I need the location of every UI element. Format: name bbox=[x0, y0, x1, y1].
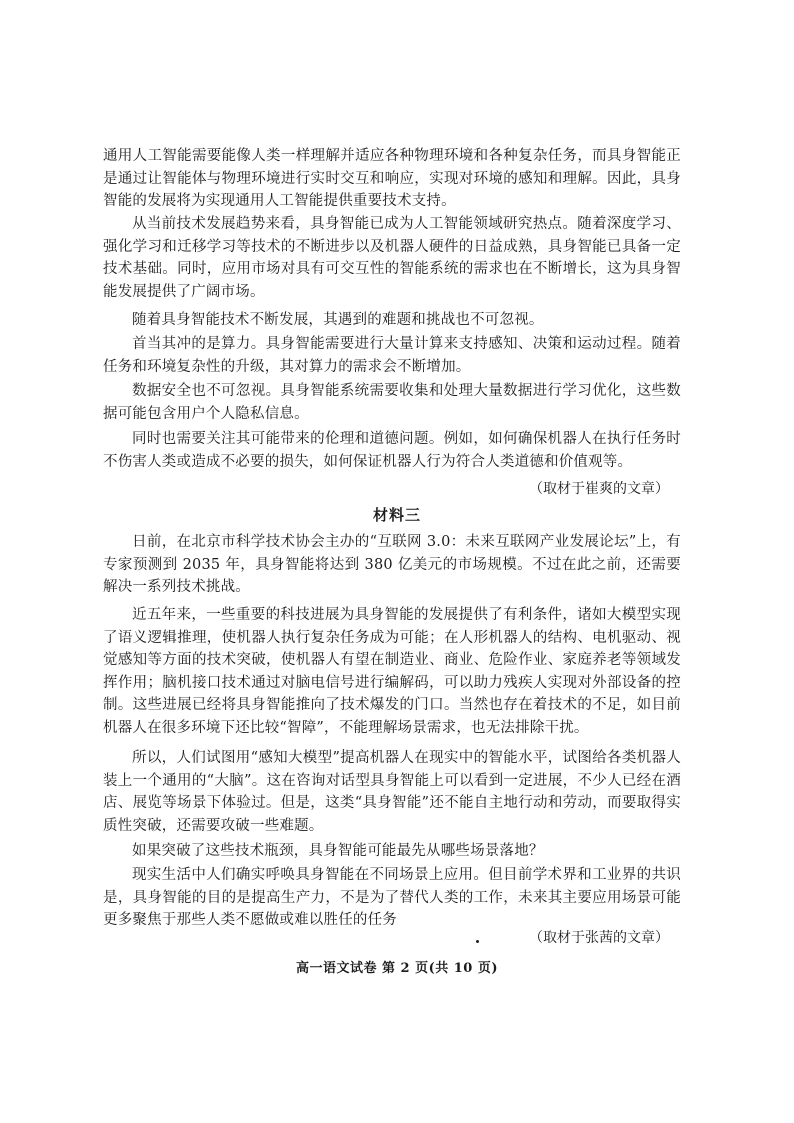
paragraph: 所以，人们试图用“感知大模型”提高机器人在现实中的智能水平，试图给各类机器人装上一个通用的“大脑”。这在咨询对话型具身智能上可以看到一定进展，不少人已经在酒店、展览等场景下体验过。但是，这类“具身智能”还不能自主地行动和劳动，而要取得实质性突破，还需要攻破一些难题。 bbox=[103, 750, 681, 834]
paragraph: 现实生活中人们确实呼唤具身智能在不同场景上应用。但目前学术界和工业界的共识是，具身智能的目的是提高生产力，不是为了替代人类的工作，未来其主要应用场景可能更多聚焦于那些人类不愿做或难以胜任的任务 bbox=[103, 867, 681, 928]
source-citation: （取材于张茜的文章） bbox=[529, 930, 669, 946]
page-footer: 高一语文试卷 第 2 页(共 10 页) bbox=[295, 961, 499, 976]
paragraph: 从当前技术发展趋势来看，具身智能已成为人工智能领域研究热点。随着深度学习、强化学习和迁移学习等技术的不断进步以及机器人硬件的日益成熟，具身智能已具备一定技术基础。同时，应用市场对具有可交互性的智能系统的需求也在不断增长，这为具身智能发展提供了广阔市场。 bbox=[103, 216, 681, 300]
paragraph: 通用人工智能需要能像人类一样理解并适应各种物理环境和各种复杂任务，而具身智能正是通过让智能体与物理环境进行实时交互和响应，实现对环境的感知和理解。因此，具身智能的发展将为实现通用人工智能提供重要技术支持。 bbox=[103, 148, 681, 209]
paragraph: 日前，在北京市科学技术协会主办的“互联网 3.0：未来互联网产业发展论坛”上，有专家预测到 2035 年，具身智能将达到 380 亿美元的市场规模。不过在此之前，还需要解决一系列技术挑战。 bbox=[103, 534, 681, 595]
paragraph: 如果突破了这些技术瓶颈，具身智能可能最先从哪些场景落地？ bbox=[132, 843, 544, 859]
paragraph: 近五年来，一些重要的科技进展为具身智能的发展提供了有利条件，诸如大模型实现了语义逻辑推理，使机器人执行复杂任务成为可能；在人形机器人的结构、电机驱动、视觉感知等方面的技术突破，使机器人有望在制造业、商业、危险作业、家庭养老等领域发挥作用；脑机接口技术通过对脑电信号进行编解码，可以助力残疾人实现对外部设备的控制。这些进展已经将具身智能推向了技术爆发的门口。当然也存在着技术的不足，如目前机器人在很多环境下还比较“智障”，不能理解场景需求，也无法排除干扰。 bbox=[103, 607, 681, 736]
section-title: 材料三 bbox=[372, 506, 421, 524]
paragraph: 随着具身智能技术不断发展，其遇到的难题和挑战也不可忽视。 bbox=[132, 312, 544, 328]
source-citation: （取材于崔爽的文章） bbox=[529, 481, 669, 497]
paragraph: 同时也需要关注其可能带来的伦理和道德问题。例如，如何确保机器人在执行任务时不伤害人类或造成不必要的损失，如何保证机器人行为符合人类道德和价值观等。 bbox=[103, 431, 681, 470]
ink-dot bbox=[476, 940, 479, 943]
paragraph: 数据安全也不可忽视。具身智能系统需要收集和处理大量数据进行学习优化，这些数据可能包含用户个人隐私信息。 bbox=[103, 383, 681, 422]
paragraph: 首当其冲的是算力。具身智能需要进行大量计算来支持感知、决策和运动过程。随着任务和环境复杂性的升级，其对算力的需求会不断增加。 bbox=[103, 336, 681, 375]
